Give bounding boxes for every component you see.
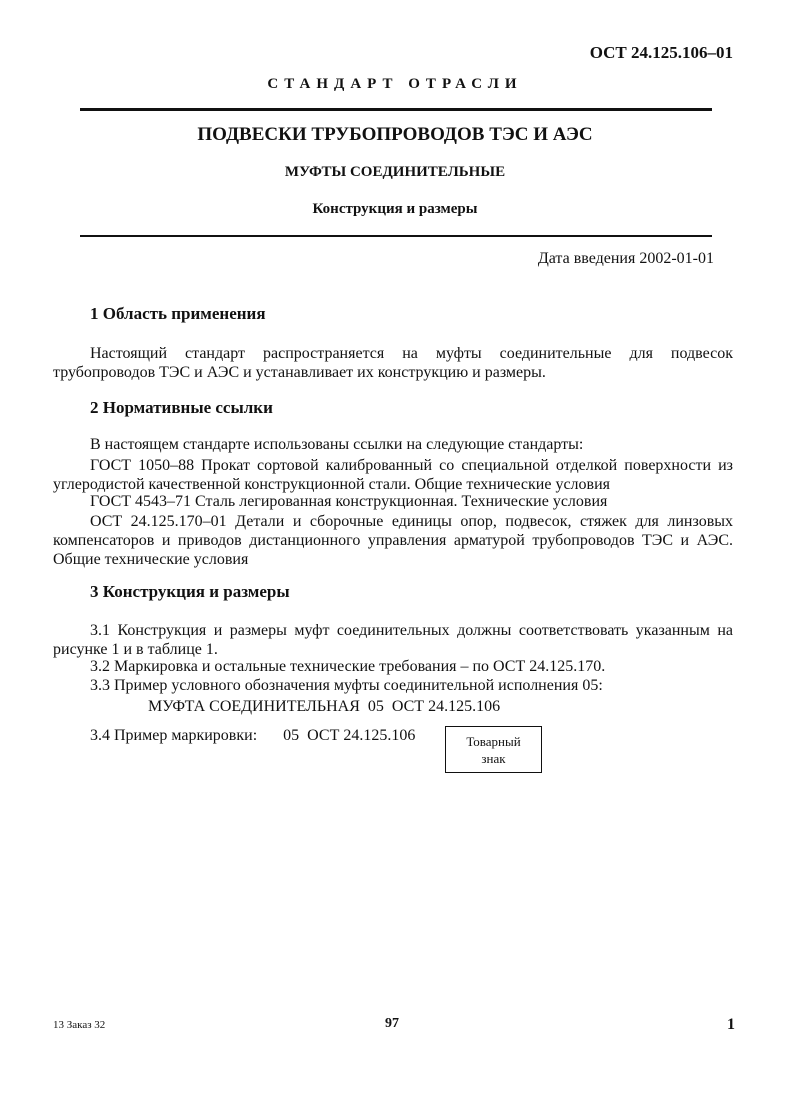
paragraph-3-2: 3.2 Маркировка и остальные технические требования – по ОСТ 24.125.170.	[90, 658, 606, 675]
reference-ost-170: ОСТ 24.125.170–01 Детали и сборочные единицы опор, подвесок, стяжек для линзовых компенсаторов и приводов дистанционного управления арматурой трубопроводов ТЭС и АЭС. Общие технические условия	[53, 513, 733, 568]
document-subsubtitle: Конструкция и размеры	[312, 201, 478, 217]
section-2-intro: В настоящем стандарте использованы ссылки на следующие стандарты:	[90, 436, 584, 453]
standard-type: СТАНДАРТ ОТРАСЛИ	[267, 76, 523, 92]
designation-example: МУФТА СОЕДИНИТЕЛЬНАЯ 05 ОСТ 24.125.106	[148, 698, 501, 715]
paragraph-3-3: 3.3 Пример условного обозначения муфты соединительной исполнения 05:	[90, 677, 603, 694]
intro-date: Дата введения 2002-01-01	[537, 250, 714, 267]
footer-order-number: 13 Заказ 32	[53, 1019, 106, 1031]
marking-example-row	[90, 727, 415, 745]
trademark-line-2: знак	[481, 751, 506, 766]
document-code: ОСТ 24.125.106–01	[589, 43, 733, 62]
reference-gost-4543: ГОСТ 4543–71 Сталь легированная конструкционная. Технические условия	[90, 493, 608, 510]
footer-page-number: 97	[385, 1016, 399, 1031]
paragraph-3-1: 3.1 Конструкция и размеры муфт соединительных должны соответствовать указанным на рисунке 1 и в таблице 1.	[53, 622, 733, 658]
header-divider	[80, 108, 712, 111]
title-divider	[80, 235, 712, 237]
section-1-text: Настоящий стандарт распространяется на муфты соединительные для подвесок трубопроводов ТЭС и АЭС и устанавливает их конструкцию и размеры.	[53, 345, 733, 381]
section-1-heading: 1 Область применения	[90, 304, 266, 323]
marking-value: 05 ОСТ 24.125.106	[283, 727, 416, 744]
footer-sheet-number: 1	[727, 1016, 735, 1033]
trademark-line-1: Товарный	[466, 734, 521, 749]
section-3-heading: 3 Конструкция и размеры	[90, 582, 290, 601]
document-subtitle: МУФТЫ СОЕДИНИТЕЛЬНЫЕ	[284, 164, 506, 180]
marking-label: 3.4 Пример маркировки:	[90, 727, 258, 744]
document-title: ПОДВЕСКИ ТРУБОПРОВОДОВ ТЭС И АЭС	[197, 124, 593, 145]
section-2-heading: 2 Нормативные ссылки	[90, 398, 273, 417]
reference-gost-1050: ГОСТ 1050–88 Прокат сортовой калиброванный со специальной отделкой поверхности из углеродистой качественной конструкционной стали. Общие технические условия	[53, 457, 733, 493]
trademark-box	[445, 726, 542, 773]
